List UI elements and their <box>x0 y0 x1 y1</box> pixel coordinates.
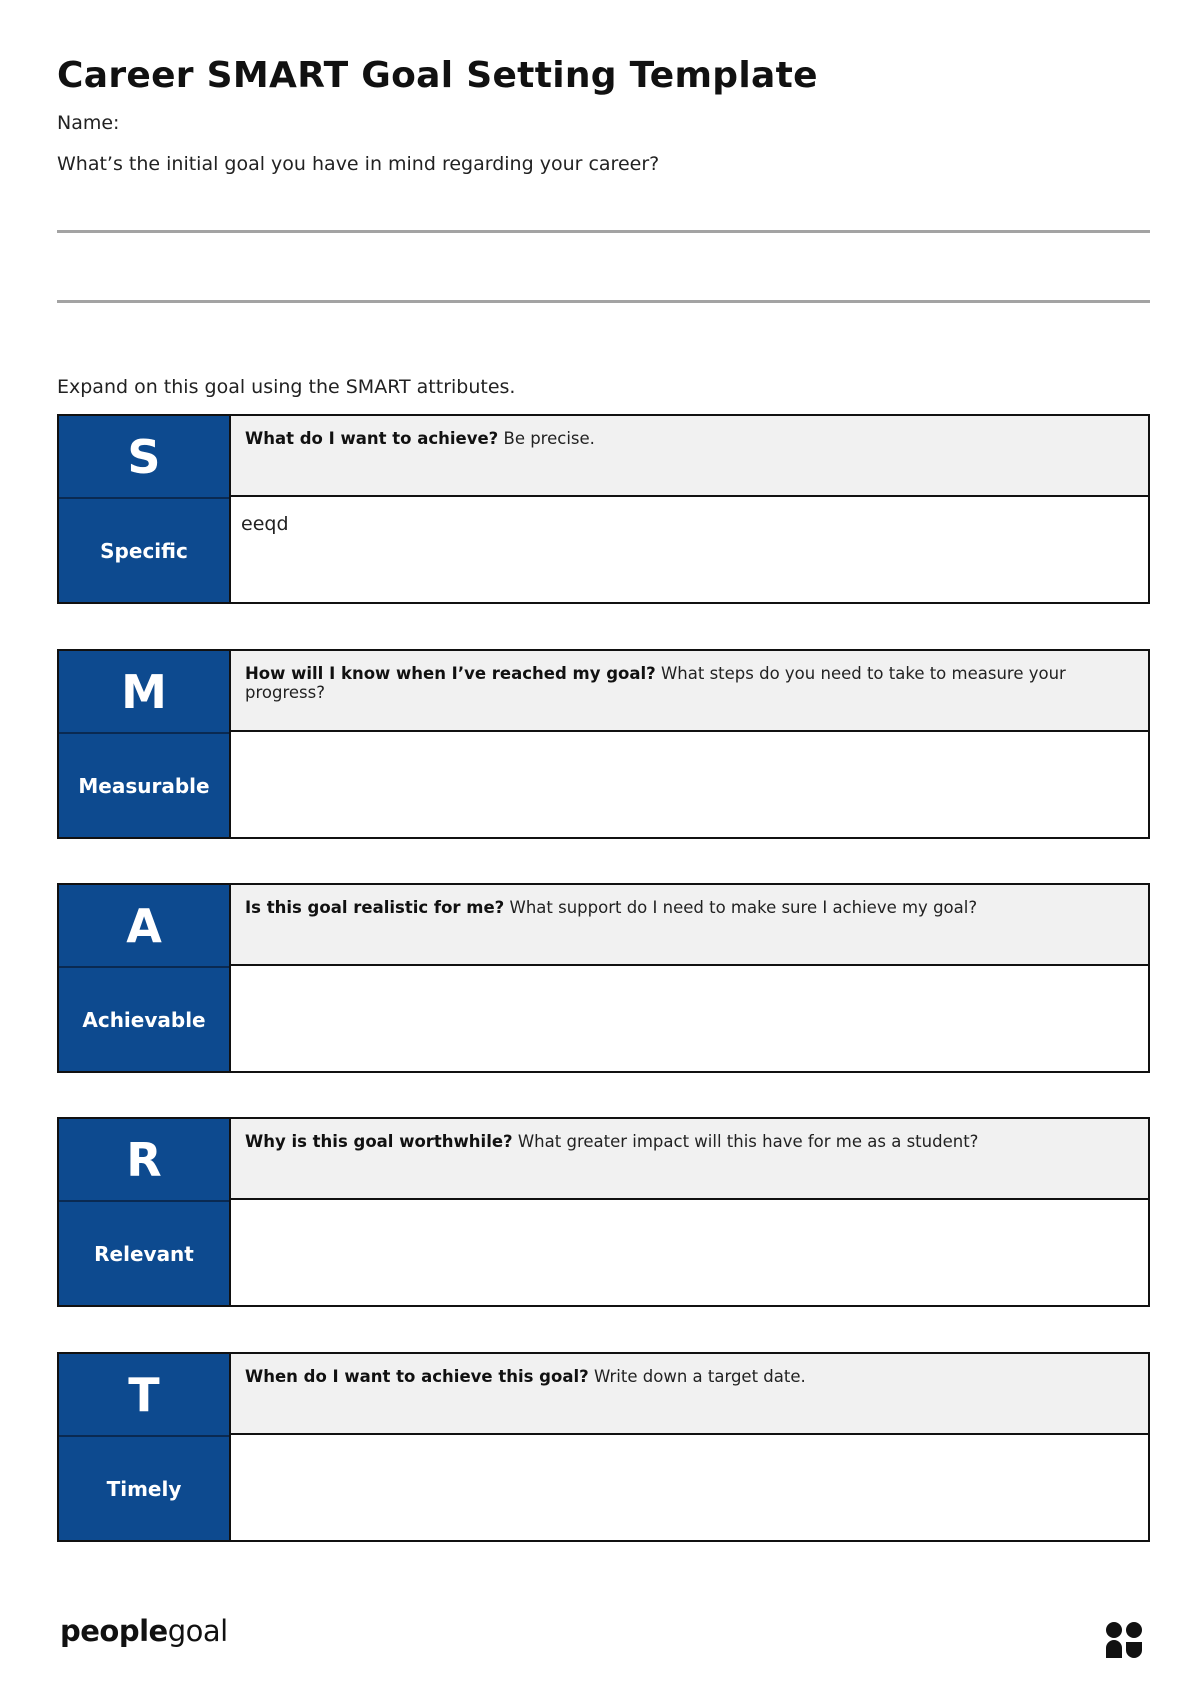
peoplegoal-mark-icon <box>1104 1620 1144 1660</box>
smart-answer-field[interactable]: eeqd <box>241 513 289 535</box>
smart-prompt <box>231 1354 1148 1435</box>
smart-letter: A <box>126 898 162 953</box>
prompt-bold: What do I want to achieve? <box>245 429 499 448</box>
smart-letter: M <box>121 664 167 719</box>
logo-light-text: goal <box>167 1614 228 1648</box>
smart-prompt <box>231 885 1148 966</box>
prompt-rest: What support do I need to make sure I achieve my goal? <box>504 898 978 917</box>
prompt-rest: Write down a target date. <box>588 1367 806 1386</box>
initial-goal-question: What’s the initial goal you have in mind regarding your career? <box>57 153 660 175</box>
smart-label-panel <box>59 1354 231 1540</box>
smart-answer-field[interactable] <box>231 1437 1148 1540</box>
prompt-bold: How will I know when I’ve reached my goal? <box>245 664 656 683</box>
smart-word: Specific <box>100 538 188 563</box>
smart-label-panel <box>59 1119 231 1305</box>
smart-block-measurable <box>57 649 1150 839</box>
smart-word: Relevant <box>94 1241 194 1266</box>
smart-prompt <box>231 651 1148 732</box>
smart-word: Timely <box>106 1476 182 1501</box>
logo-bold-text: people <box>60 1614 168 1648</box>
prompt-rest: What steps do you need to take to measure your progress? <box>245 664 1066 702</box>
smart-word: Measurable <box>78 773 210 798</box>
prompt-bold: When do I want to achieve this goal? <box>245 1367 589 1386</box>
smart-block-relevant <box>57 1117 1150 1307</box>
smart-answer-field[interactable] <box>231 968 1148 1071</box>
smart-letter: R <box>126 1132 162 1187</box>
prompt-bold: Why is this goal worthwhile? <box>245 1132 513 1151</box>
smart-letter: T <box>128 1367 160 1422</box>
prompt-rest: What greater impact will this have for me as a student? <box>512 1132 979 1151</box>
smart-label-panel <box>59 416 231 602</box>
prompt-bold: Is this goal realistic for me? <box>245 898 505 917</box>
expand-instructions: Expand on this goal using the SMART attributes. <box>57 376 516 398</box>
smart-prompt <box>231 1119 1148 1200</box>
smart-label-panel <box>59 651 231 837</box>
answer-line-2[interactable] <box>57 300 1150 303</box>
prompt-rest: Be precise. <box>498 429 595 448</box>
name-label: Name: <box>57 112 120 134</box>
smart-answer-field[interactable] <box>231 734 1148 837</box>
smart-word: Achievable <box>82 1007 206 1032</box>
smart-prompt <box>231 416 1148 497</box>
smart-block-timely <box>57 1352 1150 1542</box>
smart-answer-field[interactable] <box>231 1202 1148 1305</box>
smart-block-achievable <box>57 883 1150 1073</box>
smart-letter: S <box>127 429 161 484</box>
page-title: Career SMART Goal Setting Template <box>57 55 818 96</box>
smart-block-specific <box>57 414 1150 604</box>
answer-line-1[interactable] <box>57 230 1150 233</box>
smart-label-panel <box>59 885 231 1071</box>
peoplegoal-logo <box>60 1614 228 1648</box>
